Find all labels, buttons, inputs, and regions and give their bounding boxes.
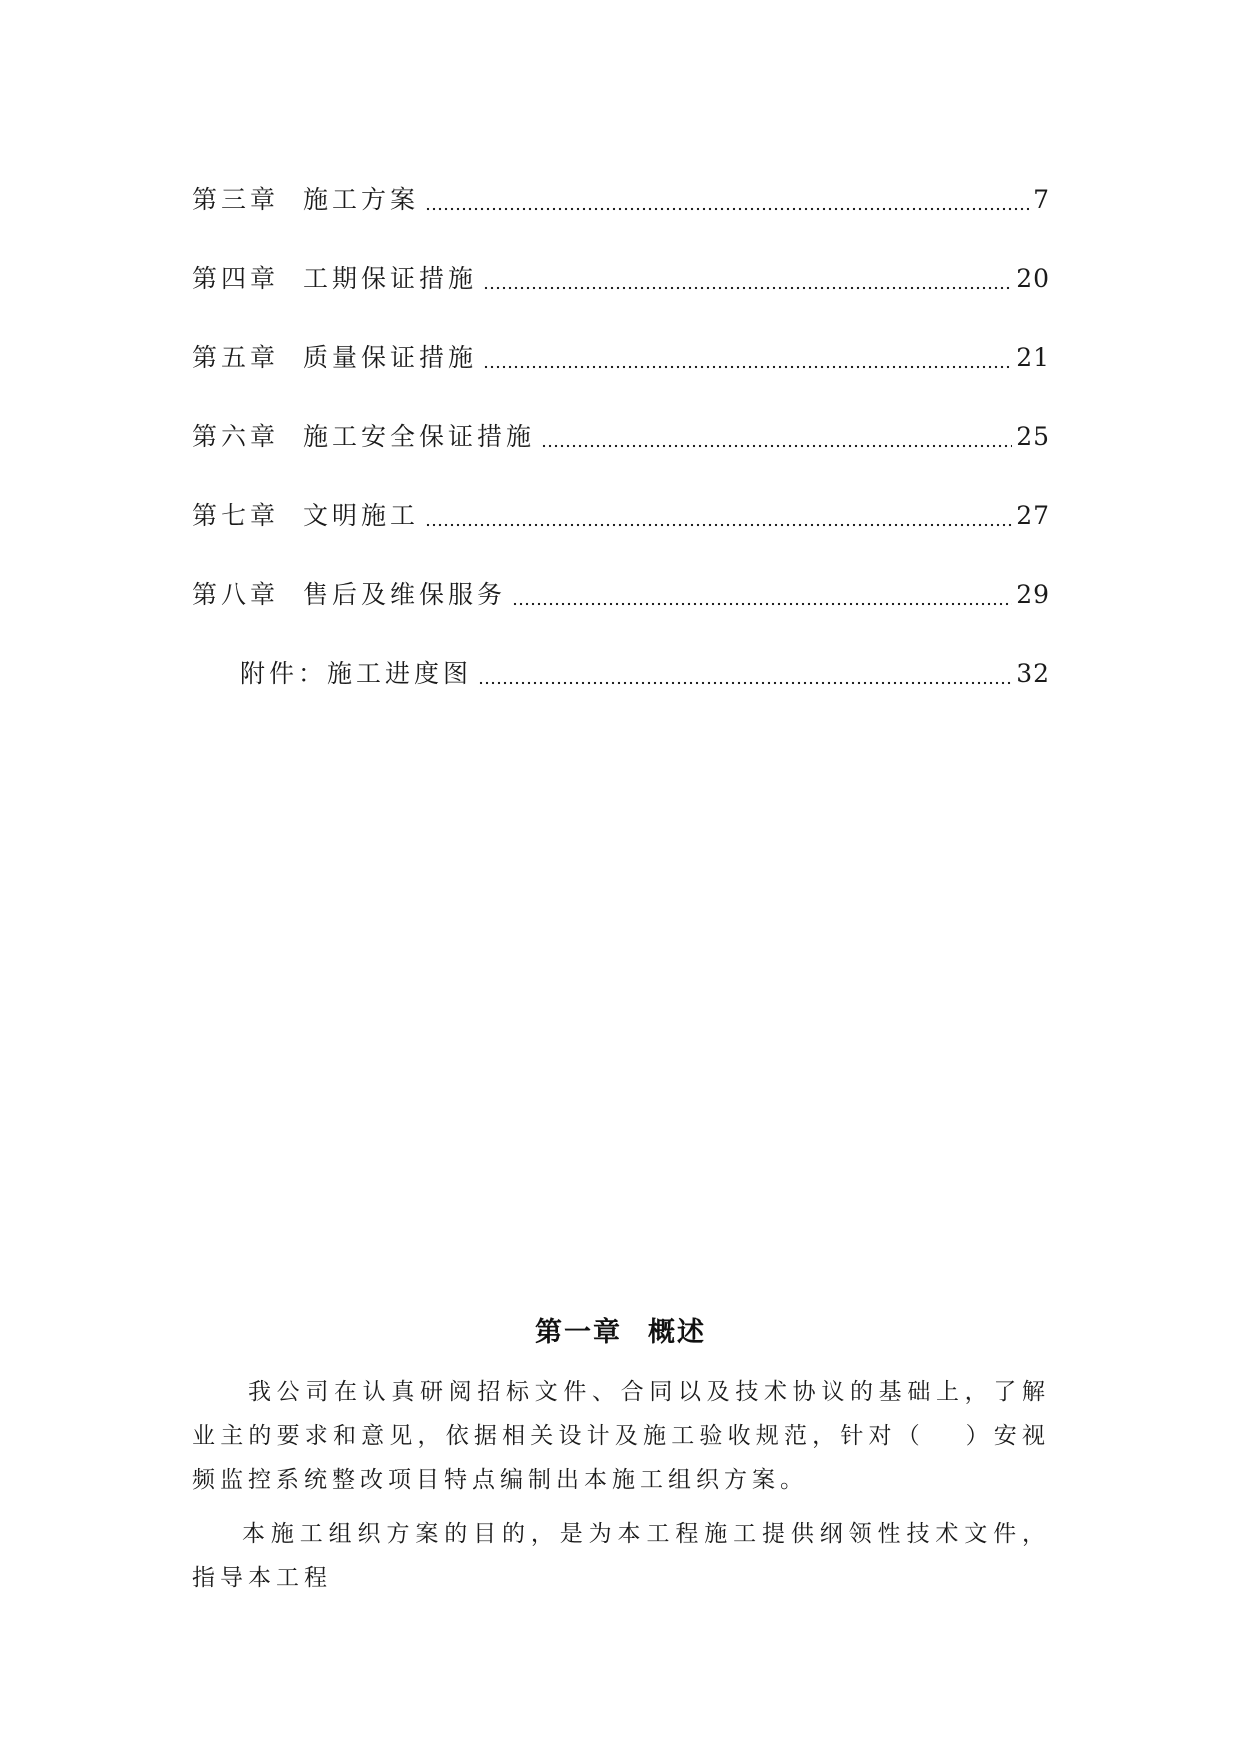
- body-paragraph: 我公司在认真研阅招标文件、合同以及技术协议的基础上，了解业主的要求和意见，依据相关设计及施工验收规范，针对（ ）安视频监控系统整改项目特点编制出本施工组织方案。: [192, 1379, 1050, 1493]
- toc-dot-leader: [425, 523, 1012, 527]
- toc-appendix-title: 附件：施工进度图: [240, 658, 473, 688]
- toc-page-number: 25: [1016, 421, 1050, 451]
- toc-chapter-number: 第七章: [192, 500, 280, 530]
- toc-entry[interactable]: [192, 239, 1050, 318]
- toc-chapter-title: 质量保证措施: [303, 342, 478, 372]
- toc-entry[interactable]: [192, 160, 1050, 239]
- toc-dot-leader: [478, 681, 1012, 685]
- toc-page-number: 7: [1033, 184, 1050, 214]
- toc-chapter-title: 施工安全保证措施: [303, 421, 536, 451]
- toc-dot-leader: [541, 444, 1012, 448]
- toc-chapter-title: 文明施工: [303, 500, 420, 530]
- chapter-heading-title: 概述: [648, 1317, 706, 1348]
- toc-entry[interactable]: [192, 555, 1050, 634]
- body-paragraph: 本施工组织方案的目的，是为本工程施工提供纲领性技术文件，指导本工程: [192, 1521, 1050, 1591]
- toc-page-number: 21: [1016, 342, 1050, 372]
- toc-chapter-title: 工期保证措施: [303, 263, 478, 293]
- toc-chapter-title: 售后及维保服务: [303, 579, 507, 609]
- toc-entry[interactable]: [192, 476, 1050, 555]
- toc-entry[interactable]: [192, 318, 1050, 397]
- toc-appendix-entry[interactable]: [192, 634, 1050, 713]
- toc-page-number: 27: [1016, 500, 1050, 530]
- toc-chapter-number: 第六章: [192, 421, 280, 451]
- table-of-contents: [192, 160, 1050, 713]
- toc-chapter-title: 施工方案: [303, 184, 420, 214]
- toc-dot-leader: [483, 365, 1012, 369]
- toc-dot-leader: [425, 207, 1029, 211]
- toc-page-number: 20: [1016, 263, 1050, 293]
- toc-chapter-number: 第八章: [192, 579, 280, 609]
- toc-dot-leader: [483, 286, 1012, 290]
- toc-chapter-number: 第三章: [192, 184, 280, 214]
- toc-page-number: 29: [1016, 579, 1050, 609]
- toc-dot-leader: [512, 602, 1012, 606]
- chapter-heading: [0, 1310, 1241, 1349]
- toc-chapter-number: 第四章: [192, 263, 280, 293]
- toc-page-number: 32: [1016, 658, 1050, 688]
- chapter-heading-number: 第一章: [535, 1317, 622, 1348]
- toc-entry[interactable]: [192, 397, 1050, 476]
- toc-chapter-number: 第五章: [192, 342, 280, 372]
